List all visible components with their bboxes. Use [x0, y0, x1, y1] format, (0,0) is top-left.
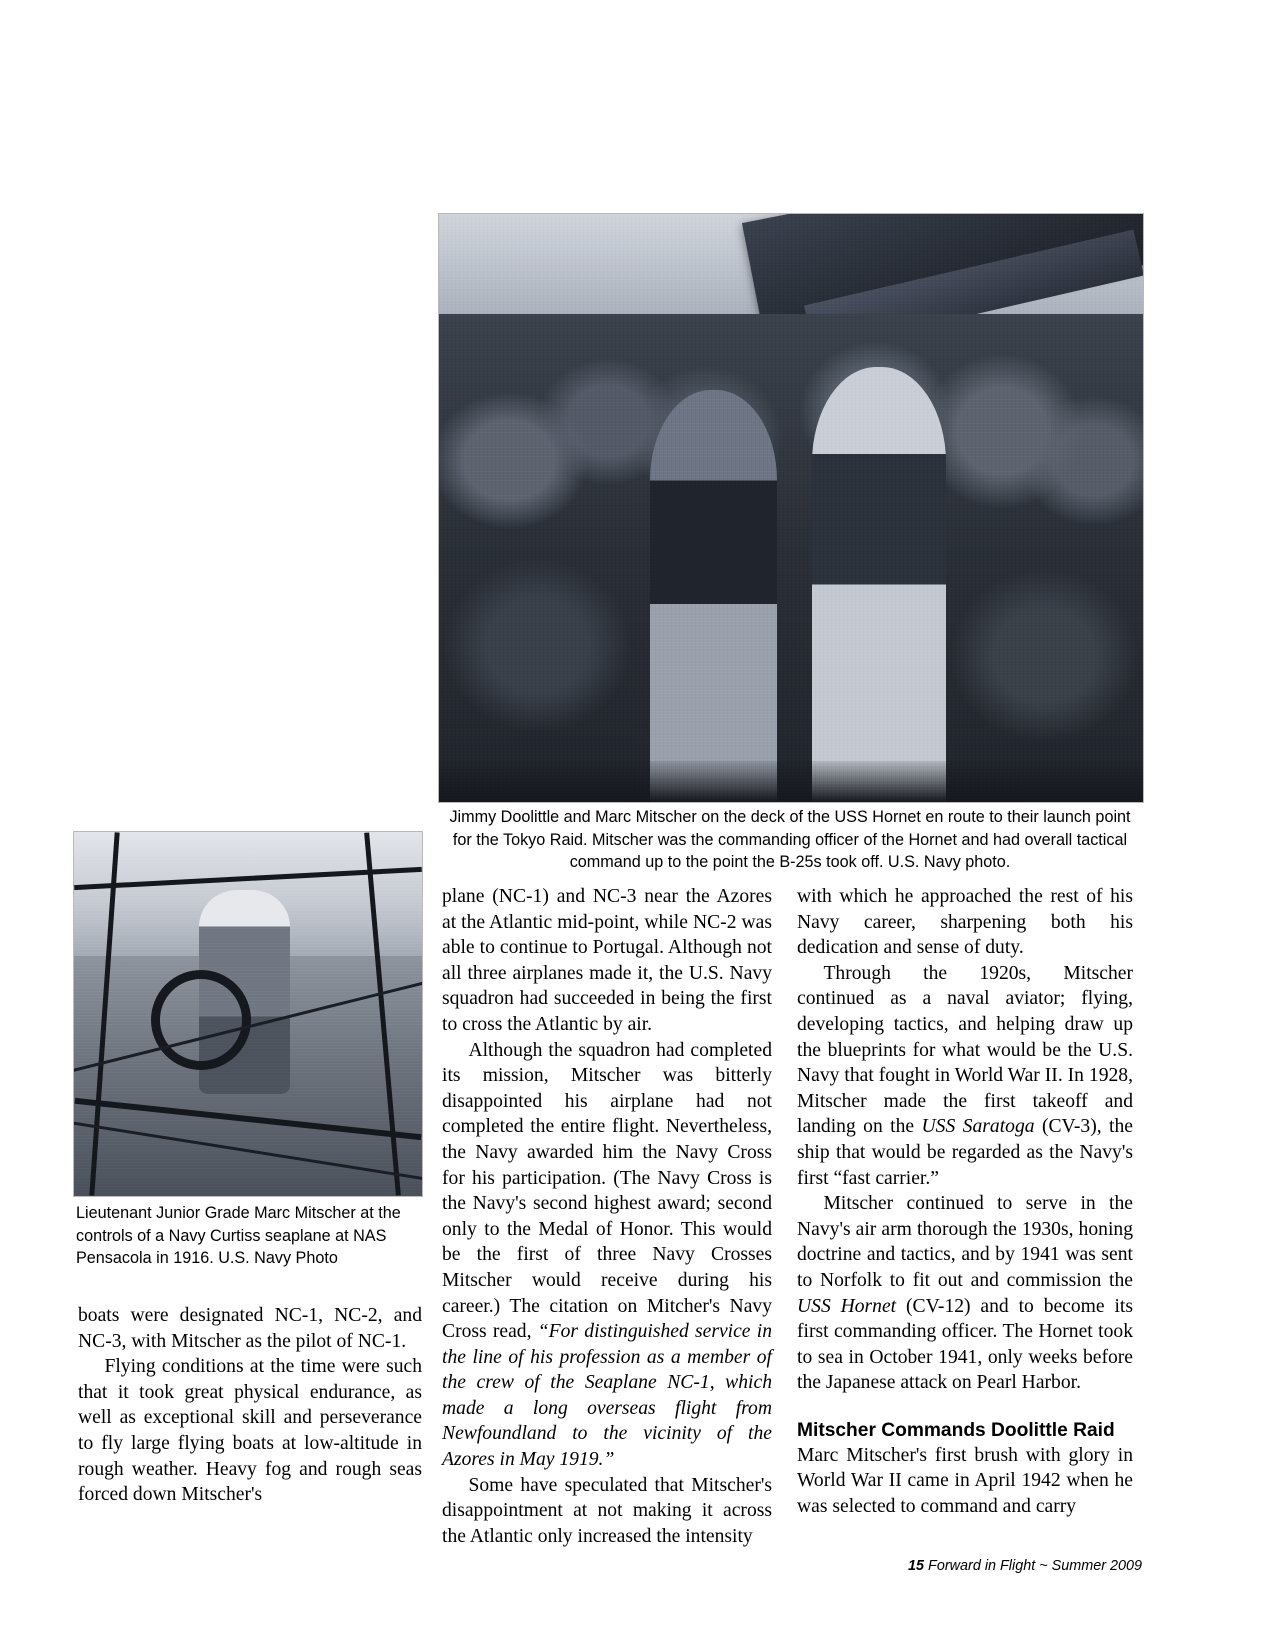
paragraph: Some have speculated that Mitscher's disappointment at not making it across the Atlantic only increased the intensity: [442, 1474, 772, 1547]
page-footer: [797, 1558, 1142, 1574]
navy-cross-citation: “For distinguished service in the line of his profession as a member of the crew of the Seaplane NC-1, which made a long overseas flight from Newfoundland to the vicinity of the Azores in May 1919.”: [442, 1321, 772, 1471]
paragraph-text: (CV-3), the ship that would be regarded as the Navy's first “fast carrier.”: [797, 1116, 1133, 1189]
paragraph-text: Through the 1920s, Mitscher continued as a naval aviator; flying, developing tactics, and helping draw up the blueprints for what would be the U.S. Navy that fought in World War II. In 1928, Mitscher made the first takeoff and landing on the: [797, 962, 1133, 1138]
paragraph: with which he approached the rest of his Navy career, sharpening both his dedication and sense of duty.: [797, 886, 1133, 959]
publication-name: Forward in Flight ~ Summer 2009: [928, 1558, 1142, 1574]
paragraph-text: Mitscher continued to serve in the Navy's air arm thorough the 1930s, honing doctrine and tactics, and by 1941 was sent to Norfolk to fit out and commission the: [797, 1193, 1133, 1291]
paragraph: boats were designated NC-1, NC-2, and NC-3, with Mitscher as the pilot of NC-1.: [78, 1305, 422, 1352]
ship-name-saratoga: USS Saratoga: [921, 1116, 1035, 1138]
paragraph: plane (NC-1) and NC-3 near the Azores at the Atlantic mid-point, while NC-2 was able to continue to Portugal. Although not all three airplanes made it, the U.S. Navy squadron had succeeded in being the first to cross the Atlantic by air.: [442, 886, 772, 1035]
section-heading: Mitscher Commands Doolittle Raid: [797, 1419, 1115, 1441]
body-column-right: [797, 884, 1133, 1520]
paragraph-text: Although the squadron had completed its mission, Mitscher was bitterly disappointed his airplane had not completed the entire flight. Nevertheless, the Navy awarded him the Navy Cross for his participation. (The Navy Cross is the Navy's second highest award; second only to the Medal of Honor. This would be the first of three Navy Crosses Mitscher would receive during his career.) The citation on Mitcher's Navy Cross read,: [442, 1039, 772, 1343]
hero-photograph: [438, 213, 1144, 803]
side-photo-caption: Lieutenant Junior Grade Marc Mitscher at the controls of a Navy Curtiss seaplane at NAS Pensacola in 1916. U.S. Navy Photo: [76, 1204, 401, 1267]
side-photo-film-grain: [74, 832, 422, 1196]
page-number: 15: [908, 1558, 925, 1574]
side-photograph: [73, 831, 423, 1197]
hero-photo-caption: Jimmy Doolittle and Marc Mitscher on the deck of the USS Hornet en route to their launch point for the Tokyo Raid. Mitscher was the commanding officer of the Hornet and had overall tactical command up to the point the B-25s took off. U.S. Navy photo.: [449, 808, 1131, 871]
photo-film-grain: [439, 214, 1143, 802]
paragraph: Marc Mitscher's first brush with glory in World War II came in April 1942 when he was selected to command and carry: [797, 1444, 1133, 1518]
paragraph: [797, 1191, 1133, 1396]
body-column-left: [78, 1303, 422, 1508]
paragraph: Flying conditions at the time were such that it took great physical endurance, as well as exceptional skill and perseverance to fly large flying boats at low-altitude in rough weather. Heavy fog and rough seas forced down Mitscher's: [78, 1356, 422, 1506]
paragraph: [442, 1038, 772, 1473]
ship-name-hornet: USS Hornet: [797, 1295, 897, 1317]
paragraph-text: (CV-12) and to become its first commanding officer. The Hornet took to sea in October 1941, only weeks before the Japanese attack on Pearl Harbor.: [797, 1295, 1133, 1394]
body-column-middle: [442, 884, 772, 1549]
paragraph: [797, 961, 1133, 1191]
